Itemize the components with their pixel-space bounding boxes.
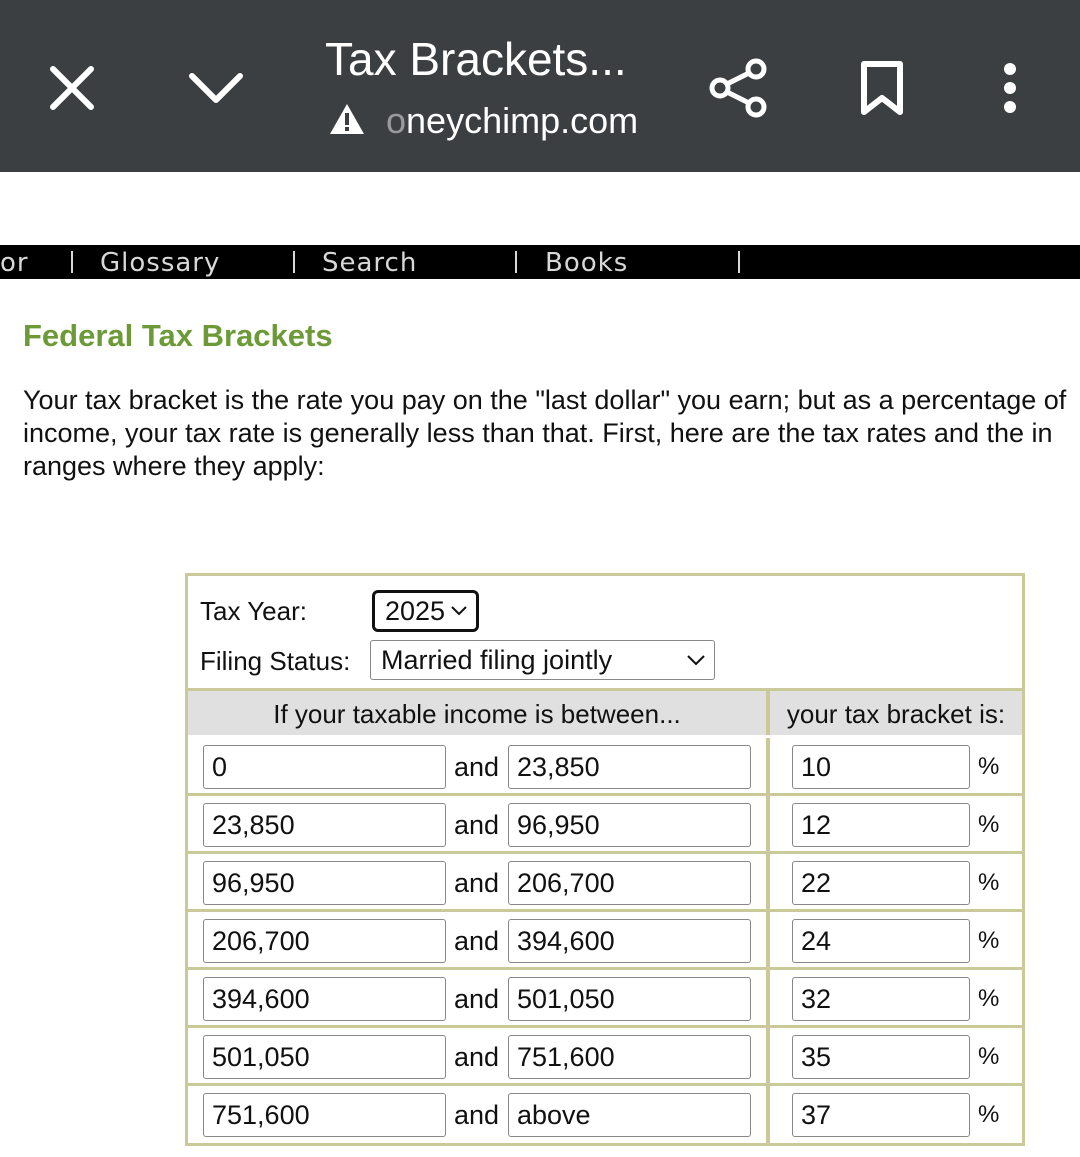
- rate-input[interactable]: 35: [792, 1035, 970, 1079]
- nav-item-search[interactable]: Search: [322, 248, 418, 278]
- table-row: [188, 970, 1022, 1028]
- bracket-rows: [188, 738, 1022, 1144]
- income-to-input[interactable]: 23,850: [508, 745, 751, 789]
- page-header-blank: [0, 172, 1080, 245]
- nav-separator: [293, 251, 295, 273]
- chevron-down-icon[interactable]: [184, 56, 248, 120]
- income-to-input[interactable]: 751,600: [508, 1035, 751, 1079]
- table-row: [188, 738, 1022, 796]
- intro-line: Your tax bracket is the rate you pay on the "last dollar" you earn; but as a percentage of: [23, 385, 1067, 415]
- intro-paragraph: [23, 384, 1080, 483]
- warning-icon: [328, 102, 366, 141]
- filing-status-label: Filing Status:: [200, 646, 351, 676]
- column-divider: [766, 1086, 770, 1144]
- column-divider: [766, 854, 770, 909]
- tax-bracket-calculator: [185, 573, 1025, 1146]
- page-tab-title: Tax Brackets...: [325, 33, 627, 85]
- income-from-input[interactable]: 394,600: [203, 977, 446, 1021]
- bookmark-icon[interactable]: [846, 50, 918, 126]
- income-to-input[interactable]: 206,700: [508, 861, 751, 905]
- browser-toolbar: [0, 0, 1080, 172]
- url-row[interactable]: [328, 98, 638, 144]
- rate-input[interactable]: 22: [792, 861, 970, 905]
- rate-input[interactable]: 24: [792, 919, 970, 963]
- close-icon[interactable]: [40, 56, 104, 120]
- income-from-input[interactable]: 206,700: [203, 919, 446, 963]
- and-label: and: [454, 868, 500, 898]
- percent-label: %: [978, 1101, 1000, 1128]
- income-range-header: If your taxable income is between...: [188, 691, 766, 735]
- income-from-input[interactable]: 751,600: [203, 1093, 446, 1137]
- nav-separator: [71, 251, 73, 273]
- tax-year-select[interactable]: [372, 590, 479, 632]
- nav-item-glossary[interactable]: Glossary: [100, 248, 221, 278]
- table-row: [188, 1086, 1022, 1144]
- table-row: [188, 1028, 1022, 1086]
- income-to-input[interactable]: above: [508, 1093, 751, 1137]
- url-text: oneychimp.com: [386, 100, 639, 141]
- filing-status-select[interactable]: [370, 640, 715, 680]
- calculator-controls: [188, 576, 1022, 691]
- intro-line: ranges where they apply:: [23, 451, 325, 481]
- income-from-input[interactable]: 96,950: [203, 861, 446, 905]
- tax-year-label: Tax Year:: [200, 596, 307, 626]
- and-label: and: [454, 1042, 500, 1072]
- intro-line: income, your tax rate is generally less than that. First, here are the tax rates and the in: [23, 418, 1053, 448]
- rate-input[interactable]: 12: [792, 803, 970, 847]
- nav-item-books[interactable]: Books: [545, 248, 629, 278]
- table-row: [188, 854, 1022, 912]
- rate-input[interactable]: 32: [792, 977, 970, 1021]
- and-label: and: [454, 926, 500, 956]
- income-to-input[interactable]: 394,600: [508, 919, 751, 963]
- column-divider: [766, 970, 770, 1025]
- column-headers: [188, 691, 1022, 735]
- table-row: [188, 912, 1022, 970]
- filing-status-value: Married filing jointly: [381, 644, 613, 675]
- nav-item-partial[interactable]: or: [0, 248, 29, 278]
- rate-input[interactable]: 37: [792, 1093, 970, 1137]
- site-nav: [0, 245, 1080, 279]
- percent-label: %: [978, 811, 1000, 838]
- percent-label: %: [978, 753, 1000, 780]
- page-title: Federal Tax Brackets: [23, 318, 333, 353]
- income-to-input[interactable]: 501,050: [508, 977, 751, 1021]
- column-divider: [766, 1028, 770, 1083]
- and-label: and: [454, 752, 500, 782]
- income-to-input[interactable]: 96,950: [508, 803, 751, 847]
- nav-separator: [738, 251, 740, 273]
- and-label: and: [454, 810, 500, 840]
- percent-label: %: [978, 869, 1000, 896]
- share-icon[interactable]: [700, 50, 776, 126]
- column-divider: [766, 912, 770, 967]
- table-row: [188, 796, 1022, 854]
- percent-label: %: [978, 1043, 1000, 1070]
- chevron-down-icon: [686, 654, 706, 666]
- chevron-down-icon: [450, 605, 468, 617]
- income-from-input[interactable]: 501,050: [203, 1035, 446, 1079]
- column-divider: [766, 796, 770, 851]
- column-divider: [766, 738, 770, 793]
- percent-label: %: [978, 927, 1000, 954]
- tax-bracket-header: your tax bracket is:: [770, 691, 1022, 735]
- income-from-input[interactable]: 0: [203, 745, 446, 789]
- percent-label: %: [978, 985, 1000, 1012]
- and-label: and: [454, 1100, 500, 1130]
- tax-year-value: 2025: [385, 595, 446, 626]
- more-vert-icon[interactable]: [980, 50, 1040, 126]
- and-label: and: [454, 984, 500, 1014]
- rate-input[interactable]: 10: [792, 745, 970, 789]
- nav-separator: [515, 251, 517, 273]
- income-from-input[interactable]: 23,850: [203, 803, 446, 847]
